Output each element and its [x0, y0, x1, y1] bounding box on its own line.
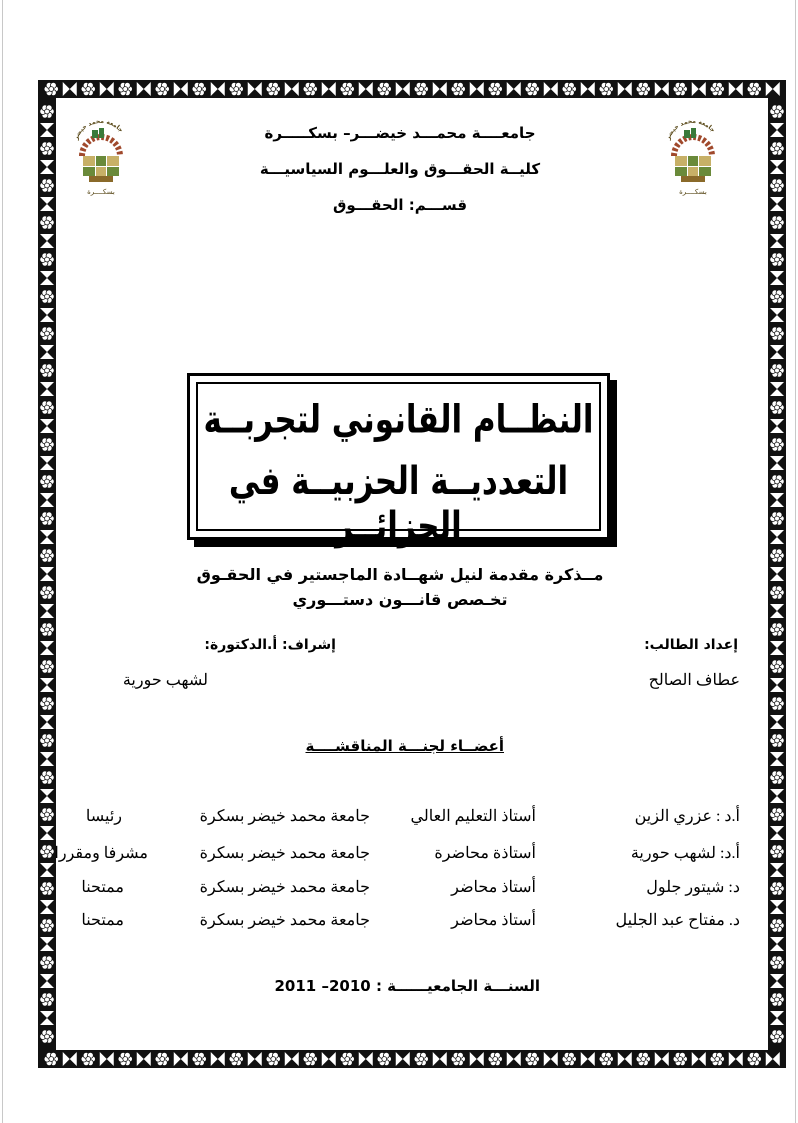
border-flower-icon — [747, 82, 761, 95]
border-flower-icon — [770, 882, 784, 895]
border-flower-icon — [488, 82, 502, 95]
border-triangle-icon — [692, 1052, 706, 1066]
border-strip-top — [38, 80, 786, 98]
border-triangle-icon — [40, 641, 54, 655]
border-flower-icon — [770, 660, 784, 673]
border-flower-icon — [770, 438, 784, 451]
border-flower-icon — [770, 993, 784, 1006]
member-rank: أستاذة محاضرة — [434, 845, 536, 862]
border-triangle-icon — [770, 197, 784, 211]
border-triangle-icon — [770, 493, 784, 507]
border-strip-right — [768, 98, 786, 1050]
border-triangle-icon — [770, 567, 784, 581]
border-flower-icon — [40, 734, 54, 747]
border-flower-icon — [770, 586, 784, 599]
border-flower-icon — [155, 82, 169, 95]
student-label: إعداد الطالب: — [644, 637, 738, 653]
thesis-title-line2: التعدديــة الحزبيــة في الجزائــر — [228, 459, 569, 549]
student-name: عطاف الصالح — [648, 672, 740, 689]
border-flower-icon — [118, 1052, 132, 1065]
logo-top-text: جامعة محمد خيضر — [72, 117, 125, 141]
border-triangle-icon — [396, 1052, 410, 1066]
logo-bottom-text: بسكــــرة — [87, 188, 115, 196]
border-flower-icon — [229, 1052, 243, 1065]
border-flower-icon — [451, 1052, 465, 1065]
member-name: أ.د: لشهب حورية — [630, 845, 740, 862]
border-triangle-icon — [770, 604, 784, 618]
border-flower-icon — [488, 1052, 502, 1065]
border-triangle-icon — [285, 1052, 299, 1066]
member-role: ممتحنا — [81, 912, 124, 929]
border-triangle-icon — [40, 419, 54, 433]
border-flower-icon — [40, 438, 54, 451]
border-triangle-icon — [433, 82, 447, 96]
border-triangle-icon — [770, 308, 784, 322]
border-triangle-icon — [618, 1052, 632, 1066]
border-flower-icon — [40, 771, 54, 784]
border-triangle-icon — [770, 382, 784, 396]
border-triangle-icon — [40, 234, 54, 248]
border-flower-icon — [40, 549, 54, 562]
border-flower-icon — [747, 1052, 761, 1065]
border-flower-icon — [40, 327, 54, 340]
border-triangle-icon — [770, 419, 784, 433]
border-flower-icon — [770, 179, 784, 192]
member-university: جامعة محمد خيضر بسكرة — [199, 879, 370, 896]
border-triangle-icon — [40, 863, 54, 877]
border-flower-icon — [40, 401, 54, 414]
border-flower-icon — [525, 1052, 539, 1065]
border-flower-icon — [81, 1052, 95, 1065]
border-flower-icon — [40, 845, 54, 858]
member-name: أ.د : عزري الزين — [634, 808, 740, 825]
border-triangle-icon — [766, 1052, 780, 1066]
border-triangle-icon — [655, 82, 669, 96]
university-logo-left — [68, 108, 134, 200]
border-triangle-icon — [770, 641, 784, 655]
member-rank: أستاذ التعليم العالي — [410, 808, 536, 825]
border-triangle-icon — [40, 123, 54, 137]
border-triangle-icon — [433, 1052, 447, 1066]
member-university: جامعة محمد خيضر بسكرة — [199, 808, 370, 825]
border-triangle-icon — [618, 82, 632, 96]
department-name: قســـم: الحقـــوق — [332, 196, 468, 214]
border-triangle-icon — [359, 1052, 373, 1066]
border-flower-icon — [40, 808, 54, 821]
border-flower-icon — [770, 549, 784, 562]
border-triangle-icon — [40, 308, 54, 322]
border-flower-icon — [636, 82, 650, 95]
border-triangle-icon — [770, 234, 784, 248]
border-flower-icon — [770, 105, 784, 118]
border-flower-icon — [599, 1052, 613, 1065]
member-rank: أستاذ محاضر — [451, 879, 536, 896]
border-triangle-icon — [770, 271, 784, 285]
border-flower-icon — [770, 697, 784, 710]
member-name: د: شيتور جلول — [646, 879, 740, 896]
border-flower-icon — [192, 82, 206, 95]
border-flower-icon — [770, 290, 784, 303]
border-triangle-icon — [770, 678, 784, 692]
logo-bottom-text: بسكــــرة — [679, 188, 707, 196]
border-triangle-icon — [770, 974, 784, 988]
border-flower-icon — [770, 327, 784, 340]
border-flower-icon — [770, 771, 784, 784]
border-triangle-icon — [174, 82, 188, 96]
border-flower-icon — [525, 82, 539, 95]
border-triangle-icon — [40, 530, 54, 544]
border-triangle-icon — [40, 678, 54, 692]
border-triangle-icon — [770, 789, 784, 803]
border-triangle-icon — [581, 82, 595, 96]
border-triangle-icon — [211, 1052, 225, 1066]
committee-heading: أعضــاء لجنـــة المناقشــــة — [305, 737, 504, 755]
supervisor-label: إشراف: أ.الدكتورة: — [204, 637, 336, 653]
thesis-title-line1: النظــام القانوني لتجربــة — [203, 397, 594, 443]
border-triangle-icon — [285, 82, 299, 96]
border-triangle-icon — [770, 937, 784, 951]
border-triangle-icon — [770, 715, 784, 729]
logo-top-text: جامعة محمد خيضر — [664, 117, 717, 141]
academic-year: السنـــة الجامعيــــــة : 2010– 2011 — [274, 977, 540, 995]
border-triangle-icon — [40, 789, 54, 803]
title-box — [187, 373, 610, 549]
border-flower-icon — [770, 1030, 784, 1043]
border-flower-icon — [770, 512, 784, 525]
border-flower-icon — [414, 82, 428, 95]
faculty-name: كليــة الحقـــوق والعلـــوم السياسيـــة — [259, 160, 541, 178]
logo-emblem-icon — [674, 128, 712, 182]
member-rank: أستاذ محاضر — [451, 912, 536, 929]
border-triangle-icon — [729, 1052, 743, 1066]
member-name: د. مفتاح عبد الجليل — [615, 912, 740, 929]
border-flower-icon — [40, 105, 54, 118]
border-flower-icon — [770, 364, 784, 377]
border-flower-icon — [451, 82, 465, 95]
border-triangle-icon — [40, 197, 54, 211]
border-triangle-icon — [40, 1011, 54, 1025]
border-flower-icon — [40, 697, 54, 710]
border-flower-icon — [770, 808, 784, 821]
border-triangle-icon — [770, 826, 784, 840]
border-flower-icon — [673, 1052, 687, 1065]
border-flower-icon — [770, 919, 784, 932]
border-triangle-icon — [655, 1052, 669, 1066]
border-flower-icon — [340, 82, 354, 95]
border-flower-icon — [636, 1052, 650, 1065]
border-flower-icon — [40, 216, 54, 229]
border-flower-icon — [40, 882, 54, 895]
border-triangle-icon — [40, 752, 54, 766]
border-flower-icon — [303, 1052, 317, 1065]
border-triangle-icon — [40, 567, 54, 581]
border-flower-icon — [266, 1052, 280, 1065]
border-flower-icon — [155, 1052, 169, 1065]
border-triangle-icon — [770, 752, 784, 766]
border-flower-icon — [414, 1052, 428, 1065]
border-triangle-icon — [770, 900, 784, 914]
border-flower-icon — [229, 82, 243, 95]
border-flower-icon — [710, 82, 724, 95]
border-triangle-icon — [729, 82, 743, 96]
border-triangle-icon — [770, 1011, 784, 1025]
border-flower-icon — [770, 956, 784, 969]
border-flower-icon — [377, 82, 391, 95]
border-flower-icon — [340, 1052, 354, 1065]
border-flower-icon — [770, 475, 784, 488]
border-triangle-icon — [581, 1052, 595, 1066]
border-flower-icon — [44, 1052, 58, 1065]
border-flower-icon — [40, 364, 54, 377]
border-triangle-icon — [544, 82, 558, 96]
border-triangle-icon — [137, 82, 151, 96]
border-triangle-icon — [40, 160, 54, 174]
border-triangle-icon — [100, 1052, 114, 1066]
border-flower-icon — [770, 845, 784, 858]
border-strip-left — [38, 98, 56, 1050]
border-triangle-icon — [470, 1052, 484, 1066]
border-flower-icon — [266, 82, 280, 95]
supervisor-name: لشهب حورية — [122, 672, 208, 689]
border-triangle-icon — [766, 82, 780, 96]
border-triangle-icon — [40, 974, 54, 988]
border-triangle-icon — [40, 715, 54, 729]
border-flower-icon — [40, 253, 54, 266]
border-triangle-icon — [470, 82, 484, 96]
border-flower-icon — [40, 623, 54, 636]
border-flower-icon — [770, 623, 784, 636]
border-triangle-icon — [322, 1052, 336, 1066]
border-triangle-icon — [248, 82, 262, 96]
university-logo-right — [660, 108, 726, 200]
border-triangle-icon — [770, 863, 784, 877]
member-role: مشرفا ومقررا — [54, 845, 148, 862]
border-flower-icon — [40, 290, 54, 303]
border-flower-icon — [770, 142, 784, 155]
border-triangle-icon — [396, 82, 410, 96]
border-triangle-icon — [40, 345, 54, 359]
border-triangle-icon — [63, 82, 77, 96]
member-role: رئيسا — [85, 808, 122, 825]
border-triangle-icon — [359, 82, 373, 96]
logo-emblem-icon — [82, 128, 120, 182]
border-triangle-icon — [40, 493, 54, 507]
border-flower-icon — [118, 82, 132, 95]
border-triangle-icon — [770, 345, 784, 359]
border-triangle-icon — [507, 1052, 521, 1066]
border-triangle-icon — [40, 826, 54, 840]
border-flower-icon — [40, 179, 54, 192]
member-university: جامعة محمد خيضر بسكرة — [199, 845, 370, 862]
thesis-description: مــذكرة مقدمة لنيل شهــادة الماجستير في الحقـوق — [196, 565, 604, 584]
border-triangle-icon — [770, 456, 784, 470]
border-triangle-icon — [211, 82, 225, 96]
border-flower-icon — [40, 1030, 54, 1043]
border-triangle-icon — [40, 937, 54, 951]
border-flower-icon — [599, 82, 613, 95]
border-triangle-icon — [544, 1052, 558, 1066]
border-flower-icon — [40, 919, 54, 932]
border-flower-icon — [40, 142, 54, 155]
border-triangle-icon — [507, 82, 521, 96]
border-flower-icon — [40, 512, 54, 525]
border-triangle-icon — [40, 271, 54, 285]
border-strip-bottom — [38, 1050, 786, 1068]
member-role: ممتحنا — [81, 879, 124, 896]
border-triangle-icon — [322, 82, 336, 96]
border-flower-icon — [81, 82, 95, 95]
border-triangle-icon — [40, 604, 54, 618]
border-flower-icon — [303, 82, 317, 95]
border-flower-icon — [770, 253, 784, 266]
border-triangle-icon — [174, 1052, 188, 1066]
university-name: جامعــــة محمـــد خيضـــر– بسكـــــرة — [264, 124, 536, 142]
border-triangle-icon — [692, 82, 706, 96]
specialization: تخـصص قانـــون دستـــوري — [292, 590, 508, 609]
border-flower-icon — [562, 82, 576, 95]
border-triangle-icon — [40, 382, 54, 396]
border-flower-icon — [673, 82, 687, 95]
border-flower-icon — [40, 993, 54, 1006]
border-flower-icon — [770, 734, 784, 747]
border-flower-icon — [40, 660, 54, 673]
border-flower-icon — [770, 401, 784, 414]
border-flower-icon — [40, 956, 54, 969]
border-flower-icon — [192, 1052, 206, 1065]
border-flower-icon — [40, 586, 54, 599]
border-triangle-icon — [100, 82, 114, 96]
border-flower-icon — [562, 1052, 576, 1065]
border-triangle-icon — [770, 530, 784, 544]
border-triangle-icon — [770, 123, 784, 137]
border-triangle-icon — [63, 1052, 77, 1066]
border-triangle-icon — [770, 160, 784, 174]
border-flower-icon — [770, 216, 784, 229]
border-triangle-icon — [137, 1052, 151, 1066]
border-flower-icon — [44, 82, 58, 95]
border-flower-icon — [377, 1052, 391, 1065]
border-triangle-icon — [248, 1052, 262, 1066]
border-triangle-icon — [40, 456, 54, 470]
border-triangle-icon — [40, 900, 54, 914]
border-flower-icon — [710, 1052, 724, 1065]
border-flower-icon — [40, 475, 54, 488]
member-university: جامعة محمد خيضر بسكرة — [199, 912, 370, 929]
